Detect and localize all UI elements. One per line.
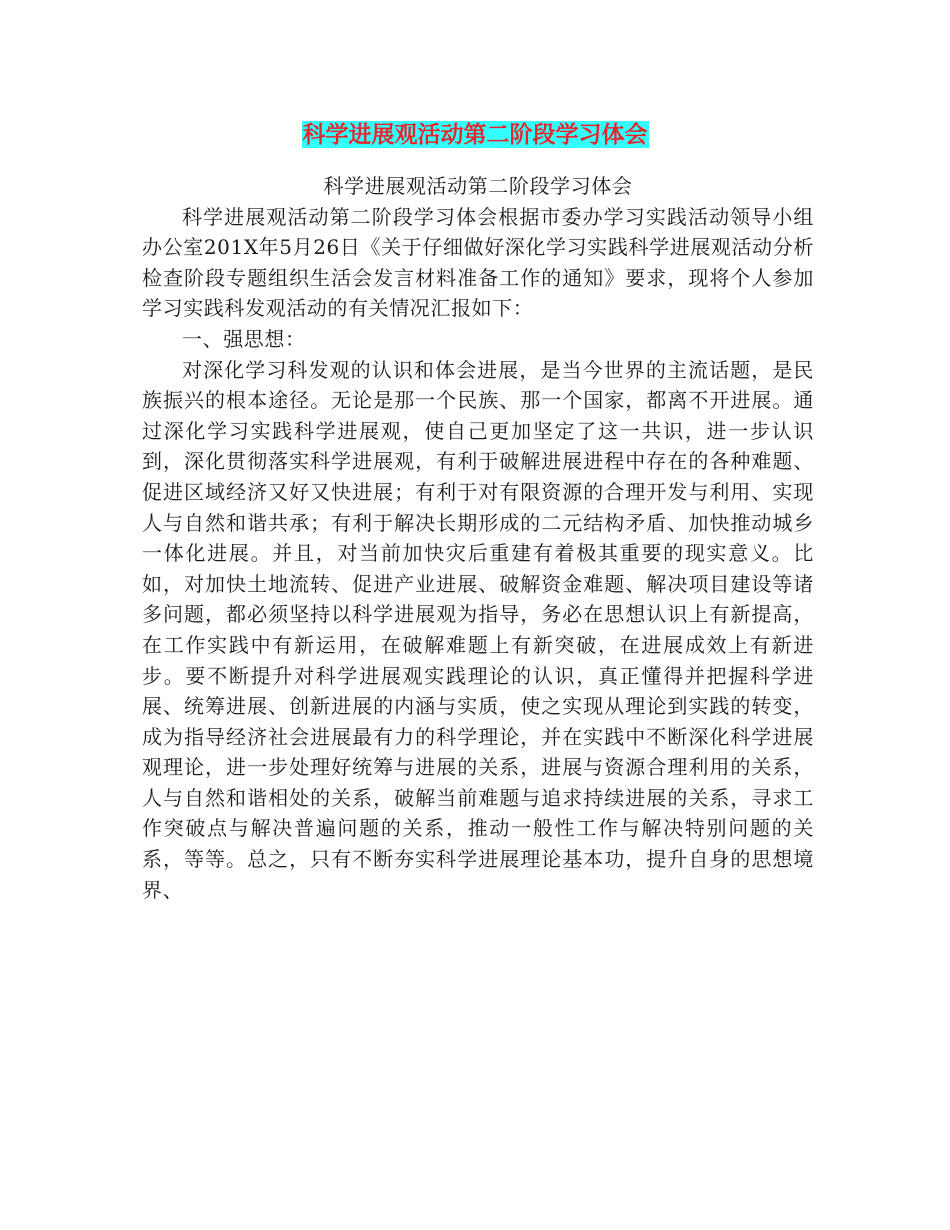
document-subtitle: 科学进展观活动第二阶段学习体会	[323, 174, 633, 198]
paragraph-body: 对深化学习科发观的认识和体会进展，是当今世界的主流话题，是民族振兴的根本途径。无论是那一个民族、那一个国家，都离不开进展。通过深化学习实践科学进展观，使自己更加坚定了这一共识，进一步认识到，深化贯彻落实科学进展观，有利于破解进展进程中存在的各种难题、促进区域经济又好又快进展；有利于对有限资源的合理开发与利用、实现人与自然和谐共承；有利于解决长期形成的二元结构矛盾、加快推动城乡一体化进展。并且，对当前加快灾后重建有着极其重要的现实意义。比如，对加快土地流转、促进产业进展、破解资金难题、解决项目建设等诸多问题，都必须坚持以科学进展观为指导，务必在思想认识上有新提高，在工作实践中有新运用，在破解难题上有新突破，在进展成效上有新进步。要不断提升对科学进展观实践理论的认识，真正懂得并把握科学进展、统筹进展、创新进展的内涵与实质，使之实现从理论到实践的转变，成为指导经济社会进展最有力的科学理论，并在实践中不断深化科学进展观理论，进一步处理好统筹与进展的关系，进展与资源合理利用的关系，人与自然和谐相处的关系，破解当前难题与追求持续进展的关系，寻求工作突破点与解决普遍问题的关系，推动一般性工作与解决特别问题的关系，等等。总之，只有不断夯实科学进展理论基本功，提升自身的思想境界、	[142, 357, 814, 902]
document-title	[0, 113, 950, 150]
document-body	[142, 171, 814, 905]
section-heading-thought: 一、强思想：	[182, 326, 306, 351]
document-title-text: 科学进展观活动第二阶段学习体会	[302, 121, 648, 148]
paragraph-intro: 科学进展观活动第二阶段学习体会根据市委办学习实践活动领导小组办公室201X年5月26日《关于仔细做好深化学习实践科学进展观活动分析检查阶段专题组织生活会发言材料准备工作的通知》要求，现将个人参加学习实践科发观活动的有关情况汇报如下：	[142, 204, 814, 321]
